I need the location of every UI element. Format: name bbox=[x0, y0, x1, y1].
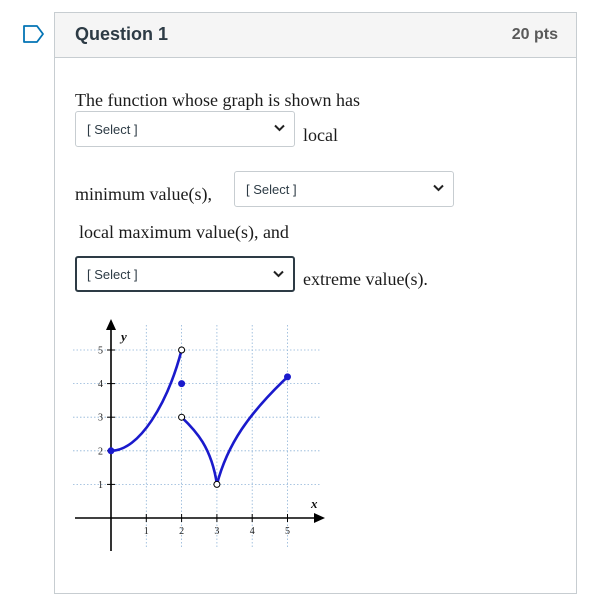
y-tick-label: 1 bbox=[98, 479, 103, 491]
x-tick-label: 4 bbox=[249, 526, 255, 537]
y-tick-label: 2 bbox=[98, 446, 103, 458]
x-axis-arrow bbox=[314, 513, 325, 523]
x-tick-label: 1 bbox=[143, 526, 149, 537]
prompt-after-select-1: local bbox=[303, 125, 338, 145]
open-point bbox=[179, 414, 185, 420]
y-tick-label: 5 bbox=[98, 345, 103, 357]
chevron-down-icon bbox=[273, 270, 284, 278]
question-header bbox=[55, 13, 576, 58]
question-points: 20 pts bbox=[511, 26, 558, 43]
select-value: [ Select ] bbox=[87, 122, 138, 137]
y-axis-label: y bbox=[121, 329, 127, 344]
select-extreme-values[interactable] bbox=[75, 256, 295, 292]
x-axis-label: x bbox=[311, 496, 318, 511]
question-card bbox=[54, 12, 577, 594]
y-tick-label: 4 bbox=[98, 379, 103, 391]
prompt-line-3: local maximum value(s), and bbox=[79, 222, 289, 242]
x-tick-label: 5 bbox=[285, 526, 290, 537]
select-value: [ Select ] bbox=[87, 267, 138, 282]
flag-question-icon[interactable] bbox=[22, 24, 46, 44]
open-point bbox=[214, 481, 220, 487]
function-graph bbox=[71, 313, 331, 558]
y-axis-arrow bbox=[106, 319, 116, 330]
prompt-line-2: minimum value(s), bbox=[75, 184, 212, 204]
select-value: [ Select ] bbox=[246, 182, 297, 197]
open-point bbox=[179, 347, 185, 353]
prompt-after-select-3: extreme value(s). bbox=[303, 269, 428, 289]
closed-point bbox=[108, 448, 114, 454]
question-title: Question 1 bbox=[75, 24, 169, 44]
select-local-maximum[interactable] bbox=[234, 171, 454, 207]
isolated-point bbox=[179, 381, 185, 387]
closed-point bbox=[285, 374, 291, 380]
select-local-minimum[interactable] bbox=[75, 111, 295, 147]
y-tick-label: 3 bbox=[98, 412, 103, 424]
chevron-down-icon bbox=[274, 124, 285, 132]
curve-piece-1 bbox=[111, 350, 182, 451]
prompt-line-1: The function whose graph is shown has bbox=[75, 90, 360, 110]
x-tick-label: 2 bbox=[179, 526, 185, 537]
chevron-down-icon bbox=[433, 184, 444, 192]
x-tick-label: 3 bbox=[214, 526, 220, 537]
